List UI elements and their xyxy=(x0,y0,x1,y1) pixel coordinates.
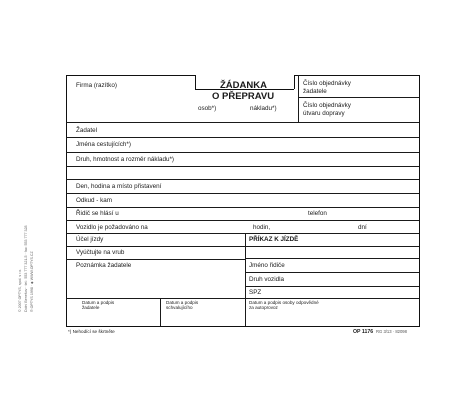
phone-label: telefon xyxy=(308,210,327,217)
form-subtitle: O PŘEPRAVU xyxy=(212,91,275,102)
order-requester-label-2: žadatele xyxy=(303,88,327,95)
sig-approver-line-2: schvalujícího xyxy=(166,305,193,311)
vehicle-required-label: Vozidlo je požadováno na xyxy=(76,224,148,231)
signature-fleet-manager xyxy=(249,300,369,310)
cargo-desc-label: Druh, hmotnost a rozměr nákladu*) xyxy=(76,156,174,163)
sig-requester-line-1: Datum a podpis xyxy=(82,300,115,305)
bill-to-label: Vyúčtujte na vrub xyxy=(76,249,125,256)
driver-report-label: Řidič se hlásí u xyxy=(76,210,119,217)
trip-purpose-label: Účel jízdy xyxy=(76,236,104,243)
sig-fleet-line-2: za autoprovoz xyxy=(249,305,278,311)
sig-requester-line-2: žadatele xyxy=(82,305,100,311)
requester-label: Žadatel xyxy=(76,127,98,134)
signature-approver xyxy=(166,300,236,310)
hours-label: hodin, xyxy=(253,224,271,231)
sig-approver-line-1: Datum a podpis xyxy=(166,300,199,305)
driver-name-label: Jméno řidiče xyxy=(249,262,285,269)
imprint-line-1: © 2007 OPTYS, spol. s r.o. xyxy=(18,268,22,312)
sig-fleet-line-1: Datum a podpis osoby odpovědné xyxy=(249,300,319,305)
form-title: ŽÁDANKA xyxy=(220,80,267,91)
order-transport-label-2: útvaru dopravy xyxy=(303,110,345,117)
passengers-label: Jména cestujících*) xyxy=(76,141,131,148)
firm-stamp-label: Firma (razítko) xyxy=(76,82,117,89)
order-transport-label-1: Číslo objednávky xyxy=(303,102,351,109)
trip-order-heading: PŘÍKAZ K JÍZDĚ xyxy=(249,236,299,243)
imprint-line-2: Dolní Benešov · tel.: 553 777 321-5 · fax: 553 777 328 xyxy=(24,225,28,312)
pickup-label: Den, hodina a místo přistavení xyxy=(76,183,162,190)
days-label: dní xyxy=(358,224,367,231)
order-requester-label-1: Číslo objednávky xyxy=(303,80,351,87)
imprint-line-3: ® OPTYS 1998 · ◆ WWW.OPTYS.CZ xyxy=(30,251,34,312)
route-label: Odkud - kam xyxy=(76,197,113,204)
form-code-suffix: RG 3/13 · 82098 xyxy=(376,329,407,334)
requester-note-label: Poznámka žadatele xyxy=(76,262,132,269)
signature-requester xyxy=(82,300,142,310)
footnote: *) Nehodící se škrtněte xyxy=(68,329,115,334)
cargo-option: nákladu*) xyxy=(250,105,277,112)
persons-option: osob*) xyxy=(198,105,217,112)
form-code: OP 1176 xyxy=(353,329,374,335)
vehicle-type-label: Druh vozidla xyxy=(249,276,284,283)
plate-label: SPZ xyxy=(249,289,262,296)
